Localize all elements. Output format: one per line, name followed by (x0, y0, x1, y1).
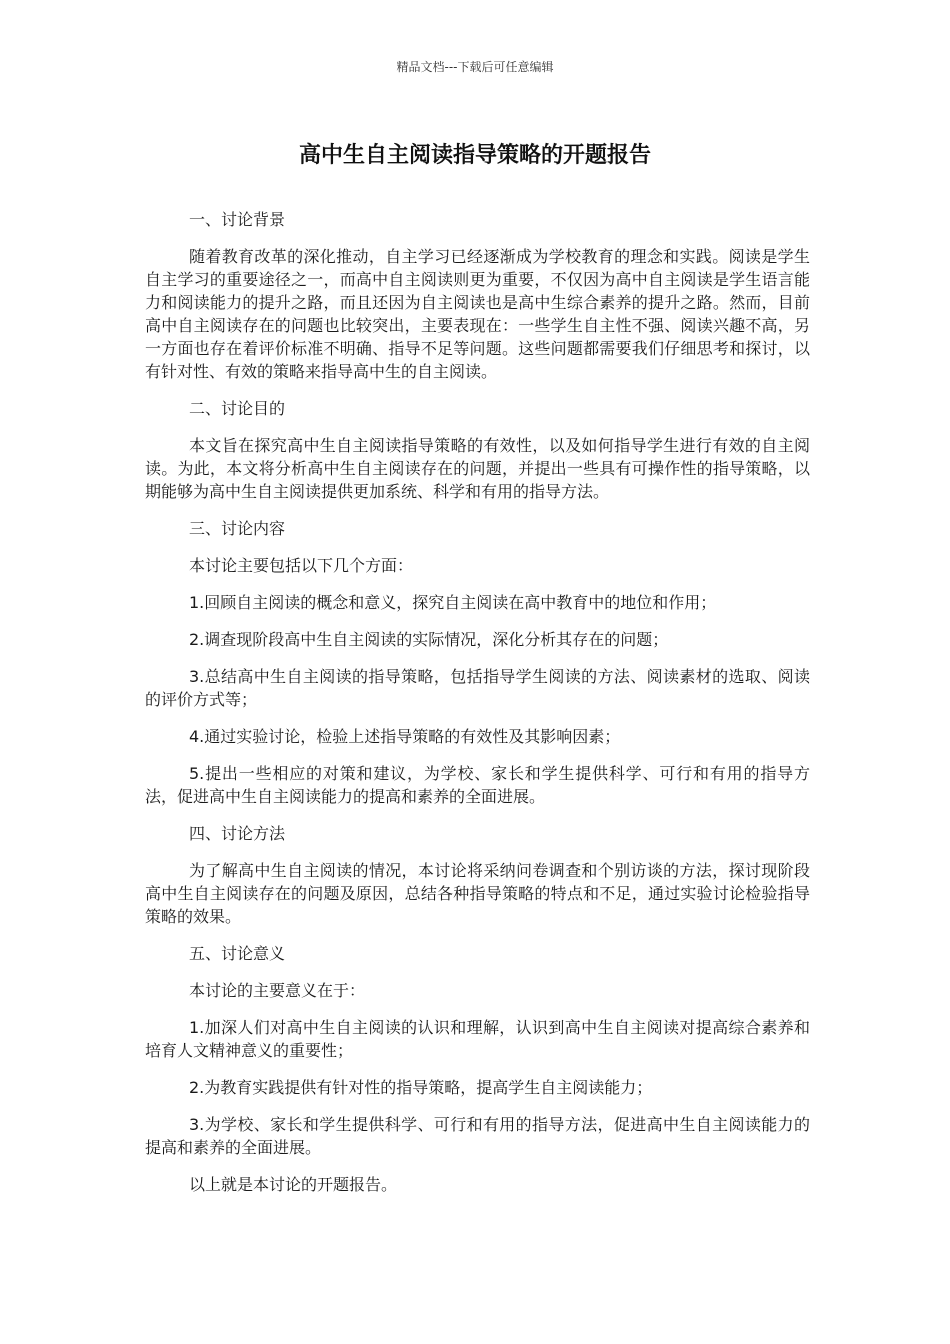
content-item-5: 5.提出一些相应的对策和建议，为学校、家长和学生提供科学、可行和有用的指导方法，促进高中生自主阅读能力的提高和素养的全面进展。 (145, 764, 810, 806)
document-title: 高中生自主阅读指导策略的开题报告 (298, 143, 651, 168)
significance-item-2: 2.为教育实践提供有针对性的指导策略，提高学生自主阅读能力； (189, 1078, 653, 1097)
closing-paragraph: 以上就是本讨论的开题报告。 (189, 1175, 398, 1194)
header-note: 精品文档---下载后可任意编辑 (396, 60, 554, 74)
content-intro: 本讨论主要包括以下几个方面： (189, 556, 414, 575)
significance-item-1: 1.加深人们对高中生自主阅读的认识和理解，认识到高中生自主阅读对提高综合素养和培育人文精神意义的重要性； (145, 1018, 810, 1060)
content-item-4: 4.通过实验讨论，检验上述指导策略的有效性及其影响因素； (189, 727, 621, 746)
purpose-paragraph: 本文旨在探究高中生自主阅读指导策略的有效性，以及如何指导学生进行有效的自主阅读。为此，本文将分析高中生自主阅读存在的问题，并提出一些具有可操作性的指导策略，以期能够为高中生自主阅读提供更加系统、科学和有用的指导方法。 (145, 436, 810, 501)
section-heading-background: 一、讨论背景 (189, 210, 286, 229)
document-body (145, 208, 810, 1210)
section-heading-significance: 五、讨论意义 (189, 944, 286, 963)
content-item-3: 3.总结高中生自主阅读的指导策略，包括指导学生阅读的方法、阅读素材的选取、阅读的评价方式等； (145, 667, 810, 709)
content-item-2: 2.调查现阶段高中生自主阅读的实际情况，深化分析其存在的问题； (189, 630, 669, 649)
significance-item-3: 3.为学校、家长和学生提供科学、可行和有用的指导方法，促进高中生自主阅读能力的提高和素养的全面进展。 (145, 1115, 810, 1157)
method-paragraph: 为了解高中生自主阅读的情况，本讨论将采纳问卷调查和个别访谈的方法，探讨现阶段高中生自主阅读存在的问题及原因，总结各种指导策略的特点和不足，通过实验讨论检验指导策略的效果。 (145, 861, 810, 926)
section-heading-method: 四、讨论方法 (189, 824, 286, 843)
significance-intro: 本讨论的主要意义在于： (189, 981, 366, 1000)
content-item-1: 1.回顾自主阅读的概念和意义，探究自主阅读在高中教育中的地位和作用； (189, 593, 717, 612)
section-heading-purpose: 二、讨论目的 (189, 399, 286, 418)
section-heading-content: 三、讨论内容 (189, 519, 286, 538)
background-paragraph: 随着教育改革的深化推动，自主学习已经逐渐成为学校教育的理念和实践。阅读是学生自主学习的重要途径之一，而高中自主阅读则更为重要，不仅因为高中自主阅读是学生语言能力和阅读能力的提升之路，而且还因为自主阅读也是高中生综合素养的提升之路。然而，目前高中自主阅读存在的问题也比较突出，主要表现在：一些学生自主性不强、阅读兴趣不高，另一方面也存在着评价标准不明确、指导不足等问题。这些问题都需要我们仔细思考和探讨，以有针对性、有效的策略来指导高中生的自主阅读。 (145, 247, 810, 381)
